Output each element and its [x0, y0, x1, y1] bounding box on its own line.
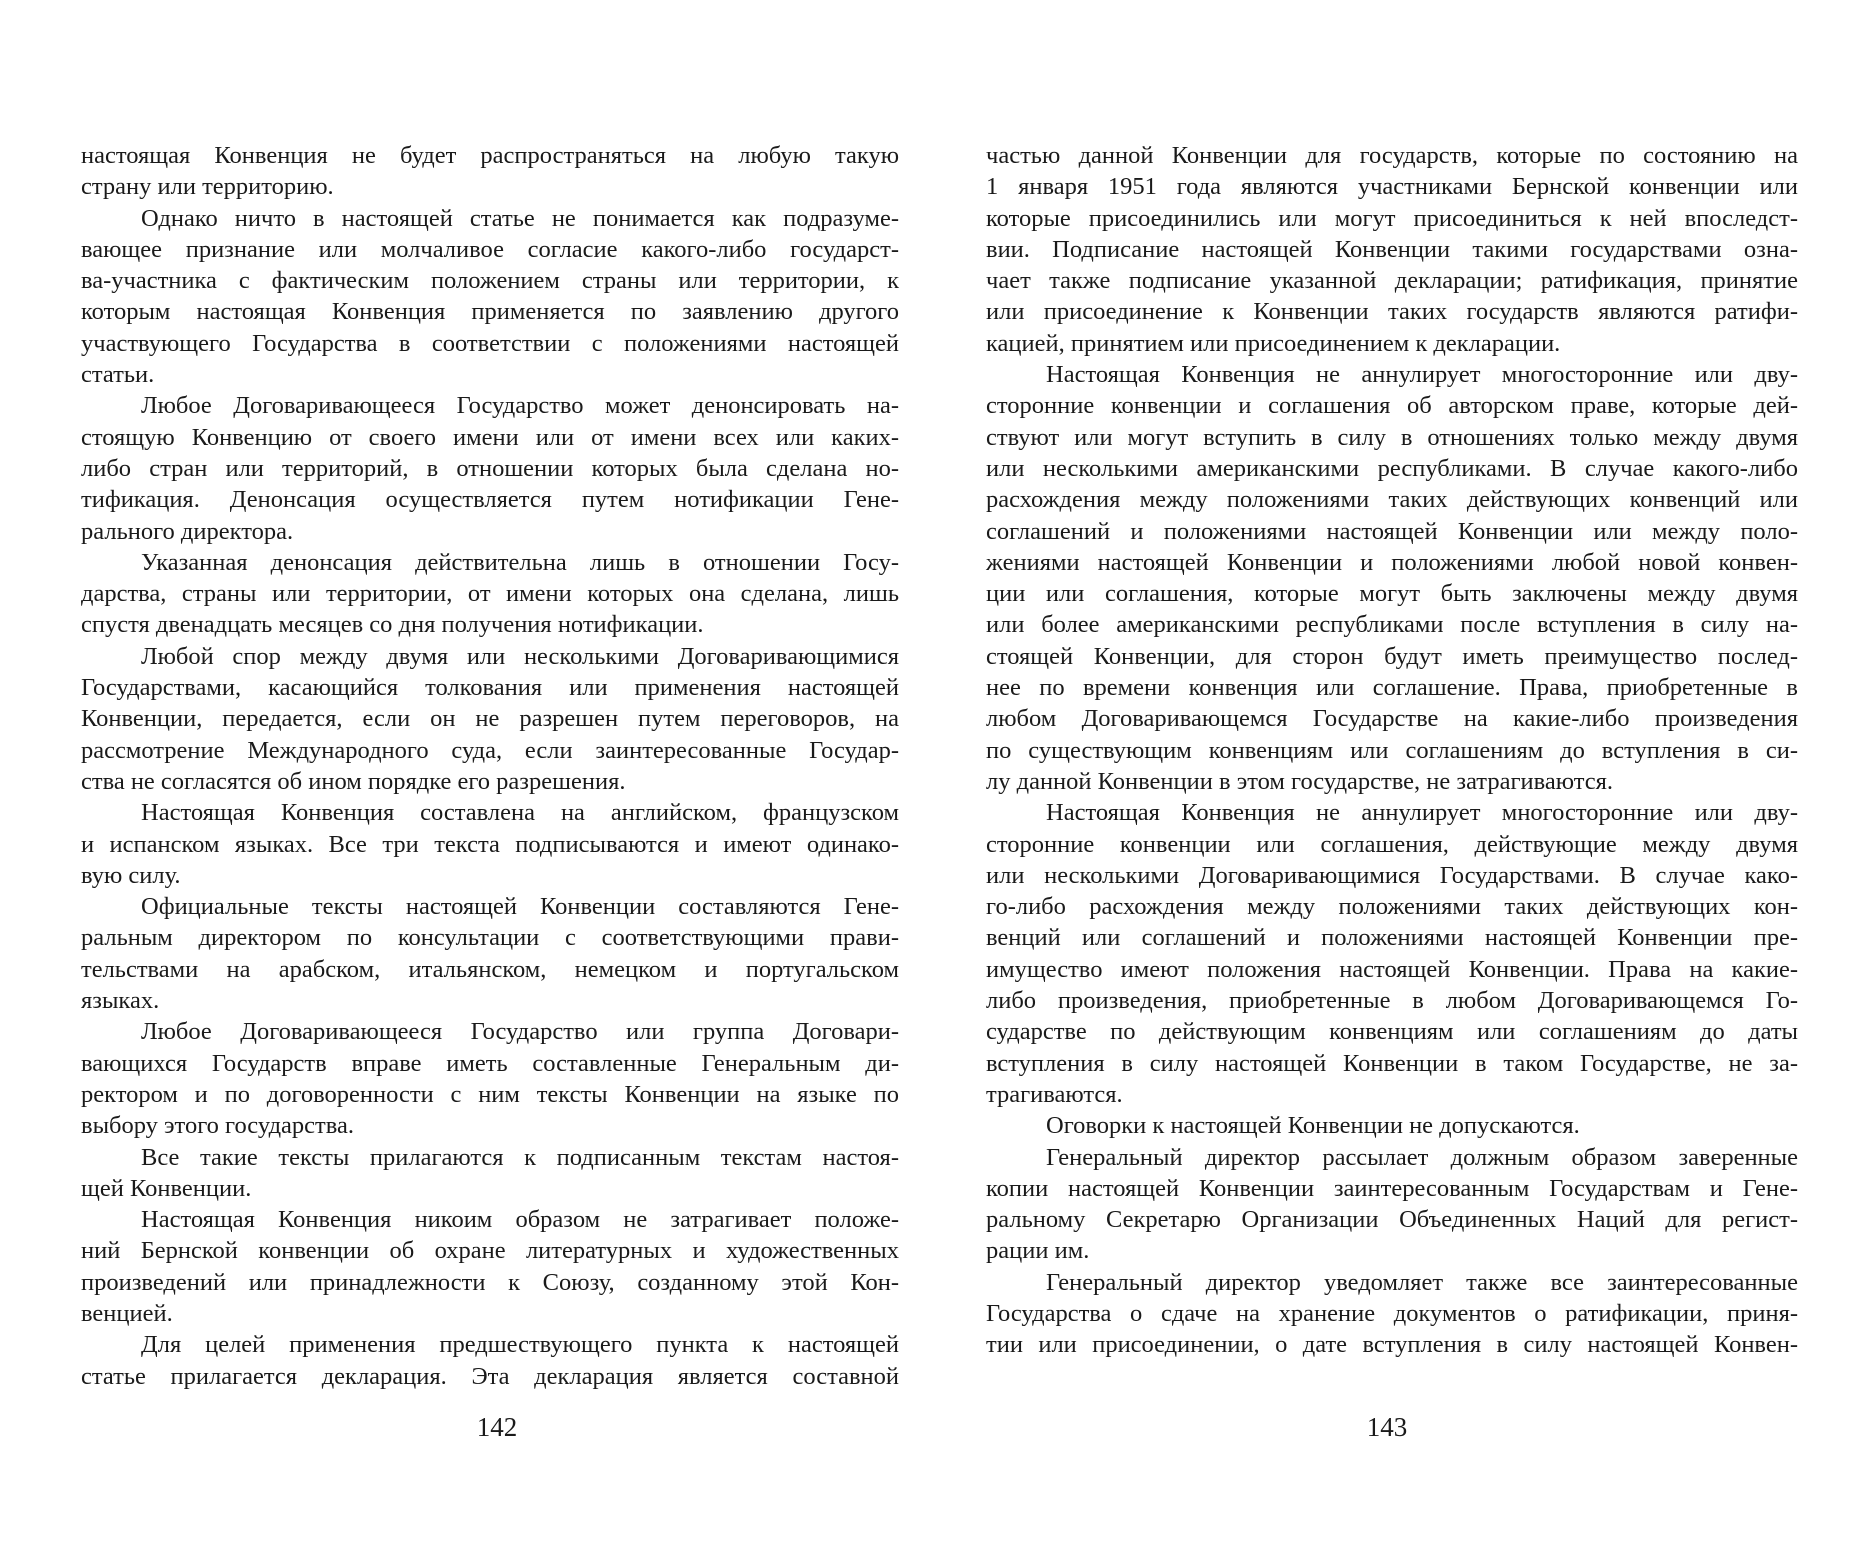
text-line: тификация. Денонсация осуществляется путем нотификации Гене- [81, 486, 899, 514]
text-line: Любой спор между двумя или несколькими Договаривающимися [141, 642, 899, 670]
text-line: вступления в силу настоящей Конвенции в таком Государстве, не за- [986, 1049, 1798, 1077]
text-line: статьи. [81, 361, 155, 389]
text-line: кацией, принятием или присоединением к декларации. [986, 329, 1561, 357]
text-line: либо произведения, приобретенные в любом Договаривающемся Го- [986, 987, 1798, 1015]
text-line: сторонние конвенции и соглашения об авторском праве, которые дей- [986, 392, 1798, 420]
text-line: щей Конвенции. [81, 1174, 252, 1202]
text-line: Государства о сдаче на хранение документов о ратификации, приня- [986, 1299, 1798, 1327]
text-line: Официальные тексты настоящей Конвенции составляются Гене- [141, 893, 899, 921]
text-line: копии настоящей Конвенции заинтересованным Государствам и Гене- [986, 1174, 1798, 1202]
text-line: Настоящая Конвенция никоим образом не затрагивает положе- [141, 1206, 899, 1234]
text-line: жениями настоящей Конвенции и положениями любой новой конвен- [986, 548, 1798, 576]
text-line: Генеральный директор рассылает должным образом заверенные [1046, 1143, 1798, 1171]
text-line: рассмотрение Международного суда, если заинтересованные Государ- [81, 736, 899, 764]
text-line: и испанском языках. Все три текста подписываются и имеют одинако- [81, 830, 899, 858]
text-line: вающихся Государств вправе иметь составленные Генеральным ди- [81, 1049, 899, 1077]
text-line: статье прилагается декларация. Эта декларация является составной [81, 1362, 899, 1390]
page-number-right: 143 [1366, 1412, 1408, 1442]
text-line: ции или соглашения, которые могут быть заключены между двумя [986, 580, 1798, 608]
text-line: Настоящая Конвенция не аннулирует многосторонние или дву- [1046, 799, 1798, 827]
text-line: рации им. [986, 1237, 1090, 1265]
text-line: Указанная денонсация действительна лишь в отношении Госу- [141, 548, 899, 576]
text-line: стоящей Конвенции, для сторон будут иметь преимущество послед- [986, 642, 1798, 670]
text-line: спустя двенадцать месяцев со дня получения нотификации. [81, 611, 704, 639]
text-line: Все такие тексты прилагаются к подписанным текстам настоя- [141, 1143, 899, 1171]
text-line: ний Бернской конвенции об охране литературных и художественных [81, 1237, 899, 1265]
text-line: страну или территорию. [81, 173, 334, 201]
text-line: Государствами, касающийся толкования или применения настоящей [81, 674, 899, 702]
text-line: вающее признание или молчаливое согласие какого-либо государст- [81, 235, 899, 263]
text-line: имущество имеют положения настоящей Конвенции. Права на какие- [986, 955, 1798, 983]
text-line: чает также подписание указанной декларации; ратификация, принятие [986, 267, 1798, 295]
text-line: расхождения между положениями таких действующих конвенций или [986, 486, 1798, 514]
text-line: Конвенции, передается, если он не разрешен путем переговоров, на [81, 705, 899, 733]
text-line: тельствами на арабском, итальянском, немецком и португальском [81, 955, 899, 983]
text-line: сударстве по действующим конвенциям или соглашениям до даты [986, 1018, 1798, 1046]
text-line: 1 января 1951 года являются участниками Бернской конвенции или [986, 173, 1798, 201]
text-line: Любое Договаривающееся Государство может денонсировать на- [141, 392, 899, 420]
text-line: вую силу. [81, 861, 181, 889]
text-line: Настоящая Конвенция не аннулирует многосторонние или дву- [1046, 361, 1798, 389]
text-line: которым настоящая Конвенция применяется по заявлению другого [81, 298, 899, 326]
text-line: Для целей применения предшествующего пункта к настоящей [141, 1331, 899, 1359]
text-line: произведений или принадлежности к Союзу, созданному этой Кон- [81, 1268, 899, 1296]
text-line: венцией. [81, 1299, 173, 1327]
text-line: рального директора. [81, 517, 294, 545]
text-line: любом Договаривающемся Государстве на какие-либо произведения [986, 705, 1798, 733]
text-line: или несколькими американскими республиками. В случае какого-либо [986, 454, 1798, 482]
right-page-text [986, 140, 1798, 1361]
text-line: сторонние конвенции или соглашения, действующие между двумя [986, 830, 1798, 858]
text-line: ральным директором по консультации с соответствующими прави- [81, 924, 899, 952]
text-line: Генеральный директор уведомляет также все заинтересованные [1046, 1268, 1798, 1296]
text-line: стоящую Конвенцию от своего имени или от имени всех или каких- [81, 423, 899, 451]
text-line: выбору этого государства. [81, 1112, 354, 1140]
text-line: либо стран или территорий, в отношении которых была сделана но- [81, 454, 899, 482]
text-line: Однако ничто в настоящей статье не понимается как подразуме- [141, 204, 899, 232]
page-number-left: 142 [476, 1412, 518, 1442]
text-line: ствуют или могут вступить в силу в отношениях только между двумя [986, 423, 1798, 451]
text-line: или несколькими Договаривающимися Государствами. В случае како- [986, 861, 1798, 889]
text-line: го-либо расхождения между положениями таких действующих кон- [986, 893, 1798, 921]
text-line: настоящая Конвенция не будет распространяться на любую такую [81, 142, 899, 169]
text-line: Оговорки к настоящей Конвенции не допускаются. [1046, 1112, 1580, 1140]
text-line: языках. [81, 987, 160, 1015]
text-line: участвующего Государства в соответствии с положениями настоящей [81, 329, 899, 357]
text-line: или присоединение к Конвенции таких государств являются ратифи- [986, 298, 1798, 326]
text-line: Любое Договаривающееся Государство или группа Договари- [141, 1018, 899, 1046]
left-page-text [81, 140, 899, 1392]
text-line: венций или соглашений и положениями настоящей Конвенции пре- [986, 924, 1798, 952]
text-line: дарства, страны или территории, от имени которых она сделана, лишь [81, 580, 899, 608]
text-line: частью данной Конвенции для государств, которые по состоянию на [986, 142, 1798, 169]
text-line: ректором и по договоренности с ним тексты Конвенции на языке по [81, 1080, 899, 1108]
text-line: Настоящая Конвенция составлена на английском, французском [141, 799, 899, 827]
text-line: которые присоединились или могут присоединиться к ней впоследст- [986, 204, 1798, 232]
text-line: ства не согласятся об ином порядке его разрешения. [81, 767, 626, 795]
text-line: или более американскими республиками после вступления в силу на- [986, 611, 1798, 639]
text-line: вии. Подписание настоящей Конвенции такими государствами озна- [986, 235, 1798, 263]
text-line: тии или присоединении, о дате вступления в силу настоящей Конвен- [986, 1331, 1798, 1359]
text-line: трагиваются. [986, 1080, 1123, 1108]
text-line: нее по времени конвенция или соглашение. Права, приобретенные в [986, 674, 1798, 702]
text-line: соглашений и положениями настоящей Конвенции или между поло- [986, 517, 1798, 545]
text-line: лу данной Конвенции в этом государстве, не затрагиваются. [986, 767, 1613, 795]
text-line: ральному Секретарю Организации Объединенных Наций для регист- [986, 1206, 1798, 1234]
text-line: по существующим конвенциям или соглашениям до вступления в си- [986, 736, 1798, 764]
text-line: ва-участника с фактическим положением страны или территории, к [81, 267, 899, 295]
